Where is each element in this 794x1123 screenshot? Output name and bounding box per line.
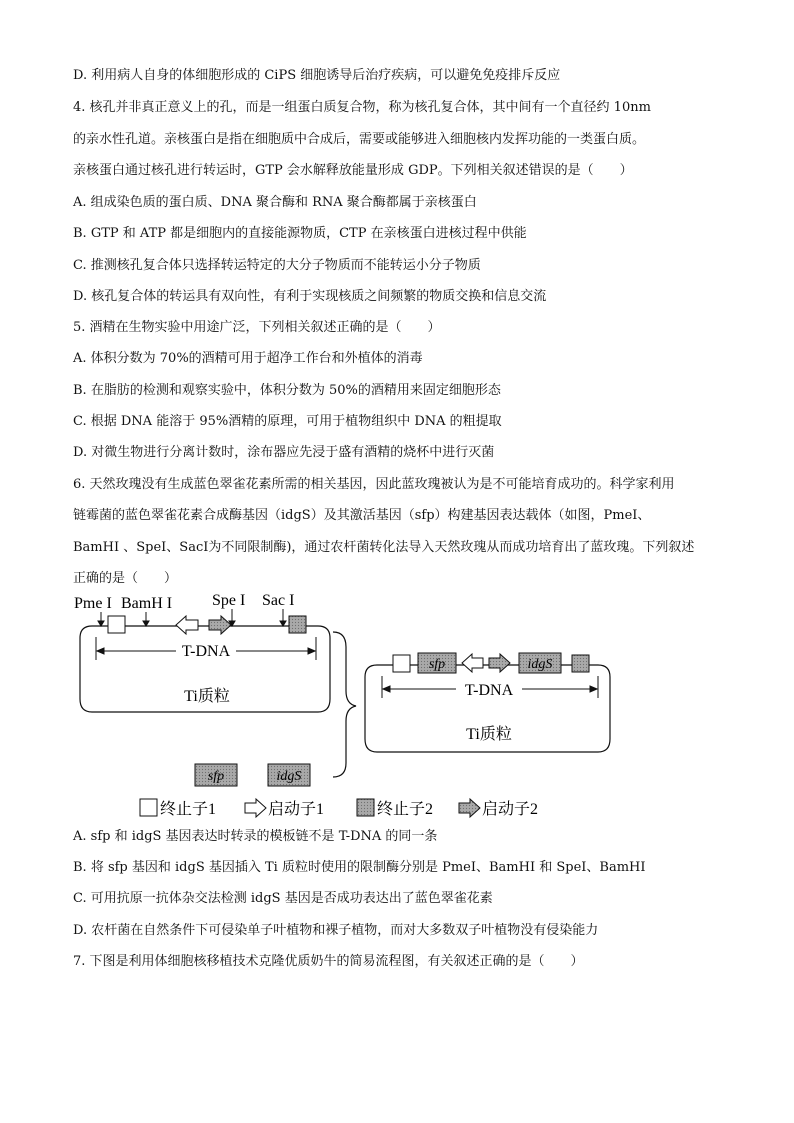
- q6-stem-line4: 正确的是（ ）: [73, 571, 178, 586]
- right-terminator2-box: [572, 655, 589, 672]
- enzyme-label-pmei: Pme I: [74, 595, 112, 612]
- q6-stem-line1: 6. 天然玫瑰没有生成蓝色翠雀花素所需的相关基因，因此蓝玫瑰被认为是不可能培育成功的。科学家利用: [73, 477, 675, 492]
- promoter2-arrow: [209, 616, 231, 634]
- legend-promoter2-swatch: [459, 799, 480, 817]
- enzyme-label-bamhi: BamH I: [121, 595, 173, 612]
- q5-stem: 5. 酒精在生物实验中用途广泛，下列相关叙述正确的是（ ）: [73, 320, 441, 335]
- right-terminator1-box: [393, 655, 410, 672]
- q4-option-d: D. 核孔复合体的转运具有双向性，有利于实现核质之间频繁的物质交换和信息交流: [73, 289, 547, 304]
- q5-option-a: A. 体积分数为 70%的酒精可用于超净工作台和外植体的消毒: [73, 351, 423, 366]
- right-plasmid-label: Ti质粒: [466, 726, 512, 743]
- q4-option-a: A. 组成染色质的蛋白质、DNA 聚合酶和 RNA 聚合酶都属于亲核蛋白: [73, 195, 477, 210]
- legend-promoter1-label: 启动子1: [268, 801, 325, 818]
- enzyme-label-spei: Spe I: [212, 592, 246, 609]
- legend-terminator1-swatch: [140, 799, 157, 816]
- enzyme-label-saci: Sac I: [262, 592, 295, 609]
- right-promoter1-arrow: [462, 654, 483, 672]
- terminator1-box: [108, 616, 125, 633]
- q4-option-c: C. 推测核孔复合体只选择转运特定的大分子物质而不能转运小分子物质: [73, 258, 481, 273]
- q6-stem-line2: 链霉菌的蓝色翠雀花素合成酶基因（idgS）及其激活基因（sfp）构建基因表达载体（如图，PmeI、: [73, 508, 651, 523]
- right-tdna-label: T-DNA: [464, 682, 514, 699]
- right-promoter2-arrow: [489, 654, 510, 672]
- q5-option-c: C. 根据 DNA 能溶于 95%酒精的原理，可用于植物组织中 DNA 的粗提取: [73, 414, 502, 429]
- q4-stem-line1: 4. 核孔并非真正意义上的孔，而是一组蛋白质复合物，称为核孔复合体，其中间有一个直径约 10nm: [73, 100, 651, 115]
- q3-option-d: D. 利用病人自身的体细胞形成的 CiPS 细胞诱导后治疗疾病，可以避免免疫排斥反应: [73, 68, 561, 83]
- q5-option-d: D. 对微生物进行分离计数时，涂布器应先浸于盛有酒精的烧杯中进行灭菌: [73, 445, 495, 460]
- idgs-gene-label: idgS: [276, 769, 302, 784]
- q4-stem-line3: 亲核蛋白通过核孔进行转运时，GTP 会水解释放能量形成 GDP。下列相关叙述错误的是（ ）: [73, 163, 633, 178]
- legend-terminator1-label: 终止子1: [160, 801, 217, 818]
- ti-plasmid-figure: [0, 585, 794, 825]
- sfp-gene-label: sfp: [207, 769, 225, 784]
- legend-terminator2-label: 终止子2: [377, 801, 434, 818]
- q6-option-c: C. 可用抗原一抗体杂交法检测 idgS 基因是否成功表达出了蓝色翠雀花素: [73, 891, 493, 906]
- q6-option-d: D. 农杆菌在自然条件下可侵染单子叶植物和裸子植物，而对大多数双子叶植物没有侵染能力: [73, 923, 599, 938]
- terminator2-box: [289, 616, 306, 633]
- figure-legend: [140, 799, 538, 818]
- right-sfp-gene-label: sfp: [428, 657, 446, 672]
- q7-stem: 7. 下图是利用体细胞核移植技术克隆优质奶牛的简易流程图，有关叙述正确的是（ ）: [73, 954, 584, 969]
- q6-option-a: A. sfp 和 idgS 基因表达时转录的模板链不是 T-DNA 的同一条: [73, 829, 438, 844]
- left-plasmid-label: Ti质粒: [184, 688, 230, 705]
- legend-promoter1-swatch: [245, 799, 266, 817]
- legend-terminator2-swatch: [357, 799, 374, 816]
- brace: [333, 632, 356, 777]
- left-tdna-label: T-DNA: [181, 643, 231, 660]
- legend-promoter2-label: 启动子2: [482, 801, 539, 818]
- q4-stem-line2: 的亲水性孔道。亲核蛋白是指在细胞质中合成后，需要或能够进入细胞核内发挥功能的一类蛋白质。: [73, 132, 646, 147]
- promoter1-arrow: [176, 616, 198, 634]
- q6-stem-line3: BamHI 、SpeI、SacI为不同限制酶)，通过农杆菌转化法导入天然玫瑰从而成功培育出了蓝玫瑰。下列叙述: [73, 540, 695, 555]
- q6-option-b: B. 将 sfp 基因和 idgS 基因插入 Ti 质粒时使用的限制酶分别是 PmeI、BamHI 和 SpeI、BamHI: [73, 860, 646, 875]
- q5-option-b: B. 在脂肪的检测和观察实验中，体积分数为 50%的酒精用来固定细胞形态: [73, 383, 501, 398]
- right-idgs-gene-label: idgS: [527, 657, 553, 672]
- q4-option-b: B. GTP 和 ATP 都是细胞内的直接能源物质，CTP 在亲核蛋白进核过程中供能: [73, 226, 527, 241]
